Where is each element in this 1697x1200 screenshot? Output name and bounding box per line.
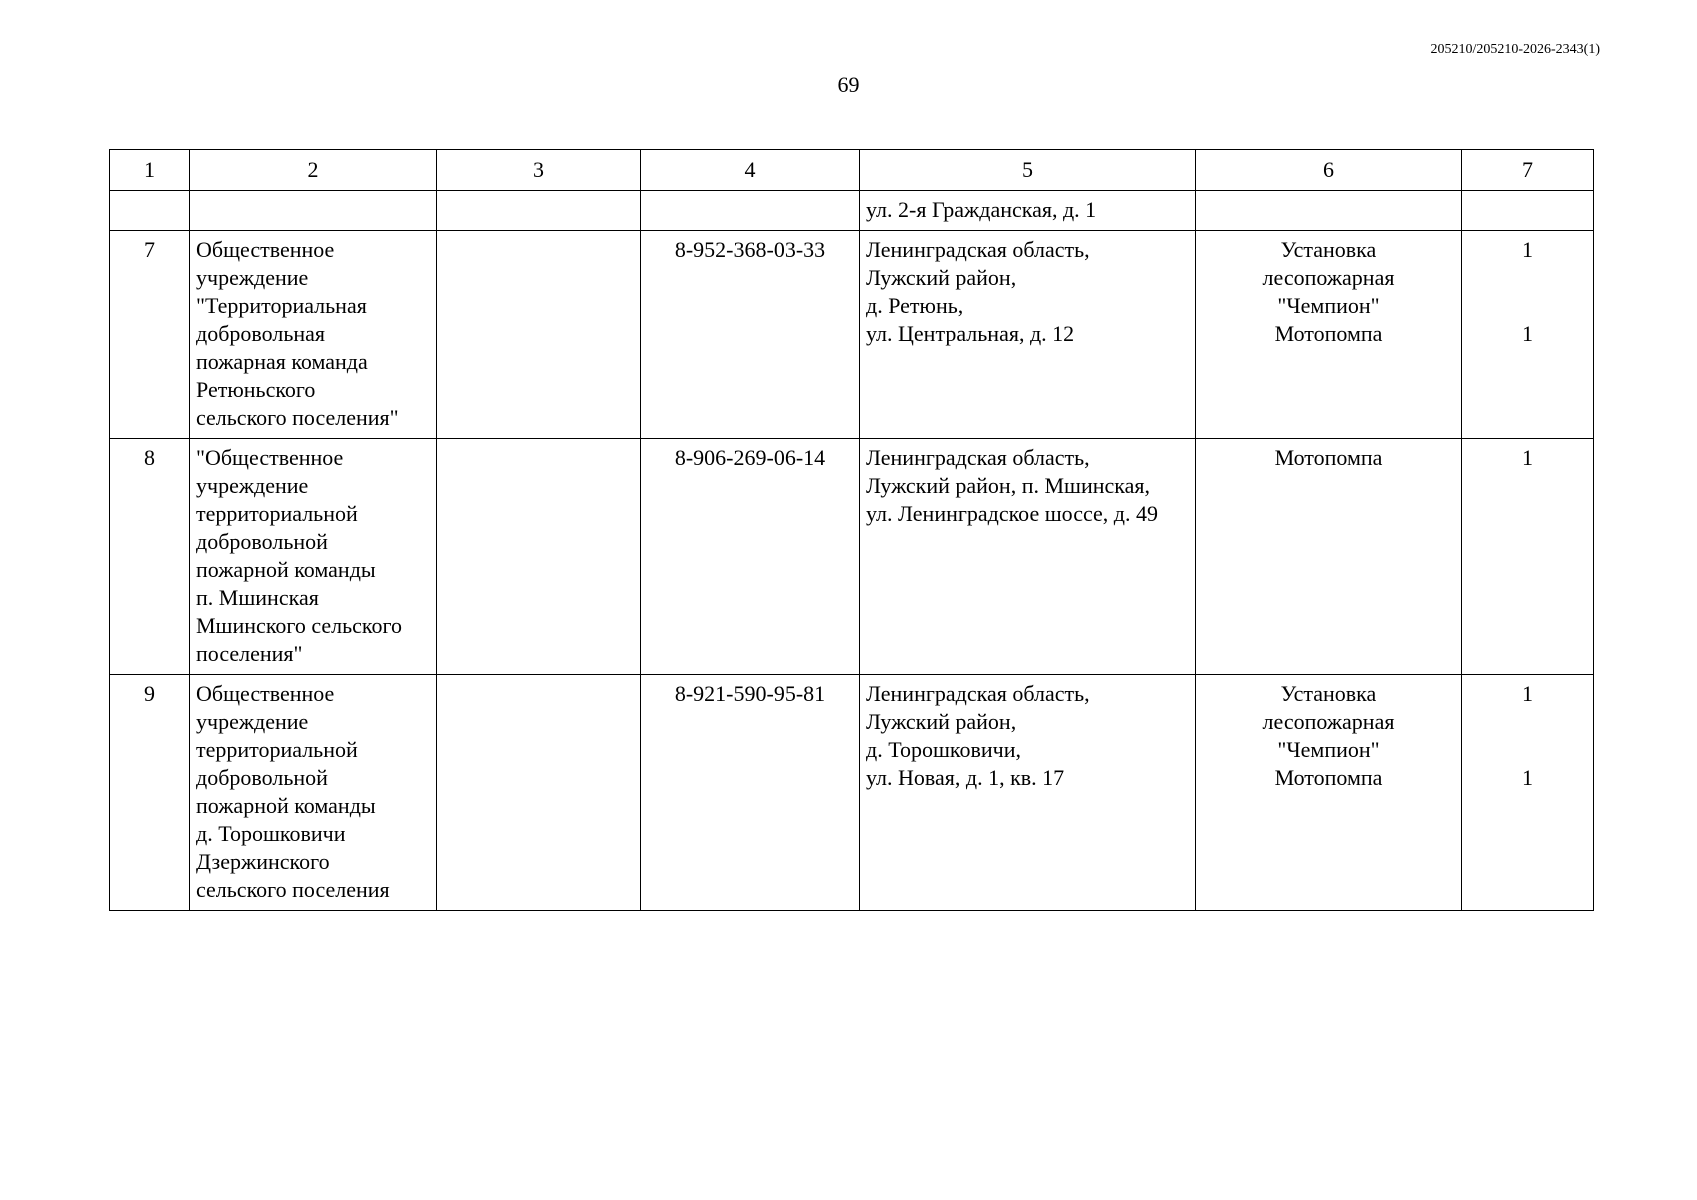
organization-name-cell-line: "Территориальная xyxy=(196,293,367,318)
organization-name-cell xyxy=(190,675,437,911)
quantity-cell xyxy=(1462,231,1594,439)
organization-name-cell-line: территориальной xyxy=(196,501,358,526)
empty-cell xyxy=(437,675,641,911)
organization-name-cell-line: Мшинского сельского xyxy=(196,613,402,638)
equipment-cell xyxy=(1196,439,1462,675)
table-row xyxy=(110,231,1594,439)
address-cell-line: ул. Ленинградское шоссе, д. 49 xyxy=(866,501,1158,526)
address-cell: ул. 2-я Гражданская, д. 1 xyxy=(860,191,1196,231)
header-cell-6: 6 xyxy=(1196,150,1462,191)
quantity-cell xyxy=(1462,439,1594,675)
equipment-cell-line: Установка xyxy=(1280,237,1377,262)
table-cell xyxy=(437,191,641,231)
quantity-cell-line xyxy=(1468,292,1587,320)
organization-name-cell-line: добровольная xyxy=(196,321,326,346)
organization-name-cell-line: Общественное xyxy=(196,681,335,706)
equipment-cell-line: Мотопомпа xyxy=(1274,321,1383,346)
address-cell-line: Ленинградская область, xyxy=(866,445,1090,470)
organization-name-cell xyxy=(190,231,437,439)
organization-name-cell-line: добровольной xyxy=(196,529,328,554)
address-cell-line: ул. Новая, д. 1, кв. 17 xyxy=(866,765,1065,790)
address-cell-line: Ленинградская область, xyxy=(866,681,1090,706)
table-cell xyxy=(1462,191,1594,231)
organization-name-cell-line: добровольной xyxy=(196,765,328,790)
address-cell-line: Лужский район, xyxy=(866,265,1017,290)
equipment-cell xyxy=(1196,675,1462,911)
quantity-cell-line: 1 xyxy=(1522,445,1533,470)
equipment-cell-line: "Чемпион" xyxy=(1277,293,1380,318)
header-cell-4: 4 xyxy=(641,150,860,191)
address-cell-line: Лужский район, п. Мшинская, xyxy=(866,473,1151,498)
organization-name-cell-line: "Общественное xyxy=(196,445,344,470)
organization-name-cell-line: пожарная команда xyxy=(196,349,368,374)
empty-cell xyxy=(437,231,641,439)
equipment-cell-line: Мотопомпа xyxy=(1274,445,1383,470)
organization-name-cell-line: сельского поселения xyxy=(196,877,390,902)
equipment-cell-line: Установка xyxy=(1280,681,1377,706)
organization-name-cell-line: пожарной команды xyxy=(196,793,376,818)
fire-brigade-table xyxy=(109,149,1594,911)
continuation-row xyxy=(110,191,1594,231)
address-cell xyxy=(860,439,1196,675)
organization-name-cell-line: сельского поселения" xyxy=(196,405,399,430)
phone-cell: 8-921-590-95-81 xyxy=(641,675,860,911)
equipment-cell-line: "Чемпион" xyxy=(1277,737,1380,762)
row-number-cell: 9 xyxy=(110,675,190,911)
table-cell xyxy=(641,191,860,231)
quantity-cell-line xyxy=(1468,708,1587,736)
organization-name-cell-line: п. Мшинская xyxy=(196,585,319,610)
empty-cell xyxy=(437,439,641,675)
equipment-cell-line: лесопожарная xyxy=(1262,709,1395,734)
row-number-cell: 7 xyxy=(110,231,190,439)
organization-name-cell-line: поселения" xyxy=(196,641,303,666)
address-cell xyxy=(860,231,1196,439)
table-cell xyxy=(1196,191,1462,231)
quantity-cell-line xyxy=(1468,736,1587,764)
organization-name-cell-line: д. Торошковичи xyxy=(196,821,346,846)
organization-name-cell-line: Общественное xyxy=(196,237,335,262)
table-row xyxy=(110,675,1594,911)
header-cell-7: 7 xyxy=(1462,150,1594,191)
organization-name-cell-line: пожарной команды xyxy=(196,557,376,582)
quantity-cell-line: 1 xyxy=(1522,765,1533,790)
header-cell-2: 2 xyxy=(190,150,437,191)
quantity-cell xyxy=(1462,675,1594,911)
equipment-cell-line: лесопожарная xyxy=(1262,265,1395,290)
address-cell-line: Ленинградская область, xyxy=(866,237,1090,262)
header-cell-1: 1 xyxy=(110,150,190,191)
address-cell-line: ул. Центральная, д. 12 xyxy=(866,321,1075,346)
table-cell xyxy=(190,191,437,231)
equipment-cell-line: Мотопомпа xyxy=(1274,765,1383,790)
address-cell xyxy=(860,675,1196,911)
organization-name-cell-line: учреждение xyxy=(196,473,309,498)
address-cell-line: д. Ретюнь, xyxy=(866,293,964,318)
address-cell-line: д. Торошковичи, xyxy=(866,737,1021,762)
quantity-cell-line: 1 xyxy=(1522,681,1533,706)
page-number: 69 xyxy=(837,72,860,97)
phone-cell: 8-906-269-06-14 xyxy=(641,439,860,675)
organization-name-cell-line: Ретюньского xyxy=(196,377,316,402)
phone-cell: 8-952-368-03-33 xyxy=(641,231,860,439)
header-cell-3: 3 xyxy=(437,150,641,191)
row-number-cell: 8 xyxy=(110,439,190,675)
document-code: 205210/205210-2026-2343(1) xyxy=(1430,42,1600,57)
organization-name-cell-line: территориальной xyxy=(196,737,358,762)
organization-name-cell xyxy=(190,439,437,675)
header-cell-5: 5 xyxy=(860,150,1196,191)
table-cell xyxy=(110,191,190,231)
address-cell-line: Лужский район, xyxy=(866,709,1017,734)
equipment-cell xyxy=(1196,231,1462,439)
quantity-cell-line: 1 xyxy=(1522,321,1533,346)
quantity-cell-line: 1 xyxy=(1522,237,1533,262)
header-row xyxy=(110,150,1594,191)
quantity-cell-line xyxy=(1468,264,1587,292)
organization-name-cell-line: Дзержинского xyxy=(196,849,330,874)
organization-name-cell-line: учреждение xyxy=(196,709,309,734)
table-body xyxy=(110,150,1594,911)
table-row xyxy=(110,439,1594,675)
organization-name-cell-line: учреждение xyxy=(196,265,309,290)
